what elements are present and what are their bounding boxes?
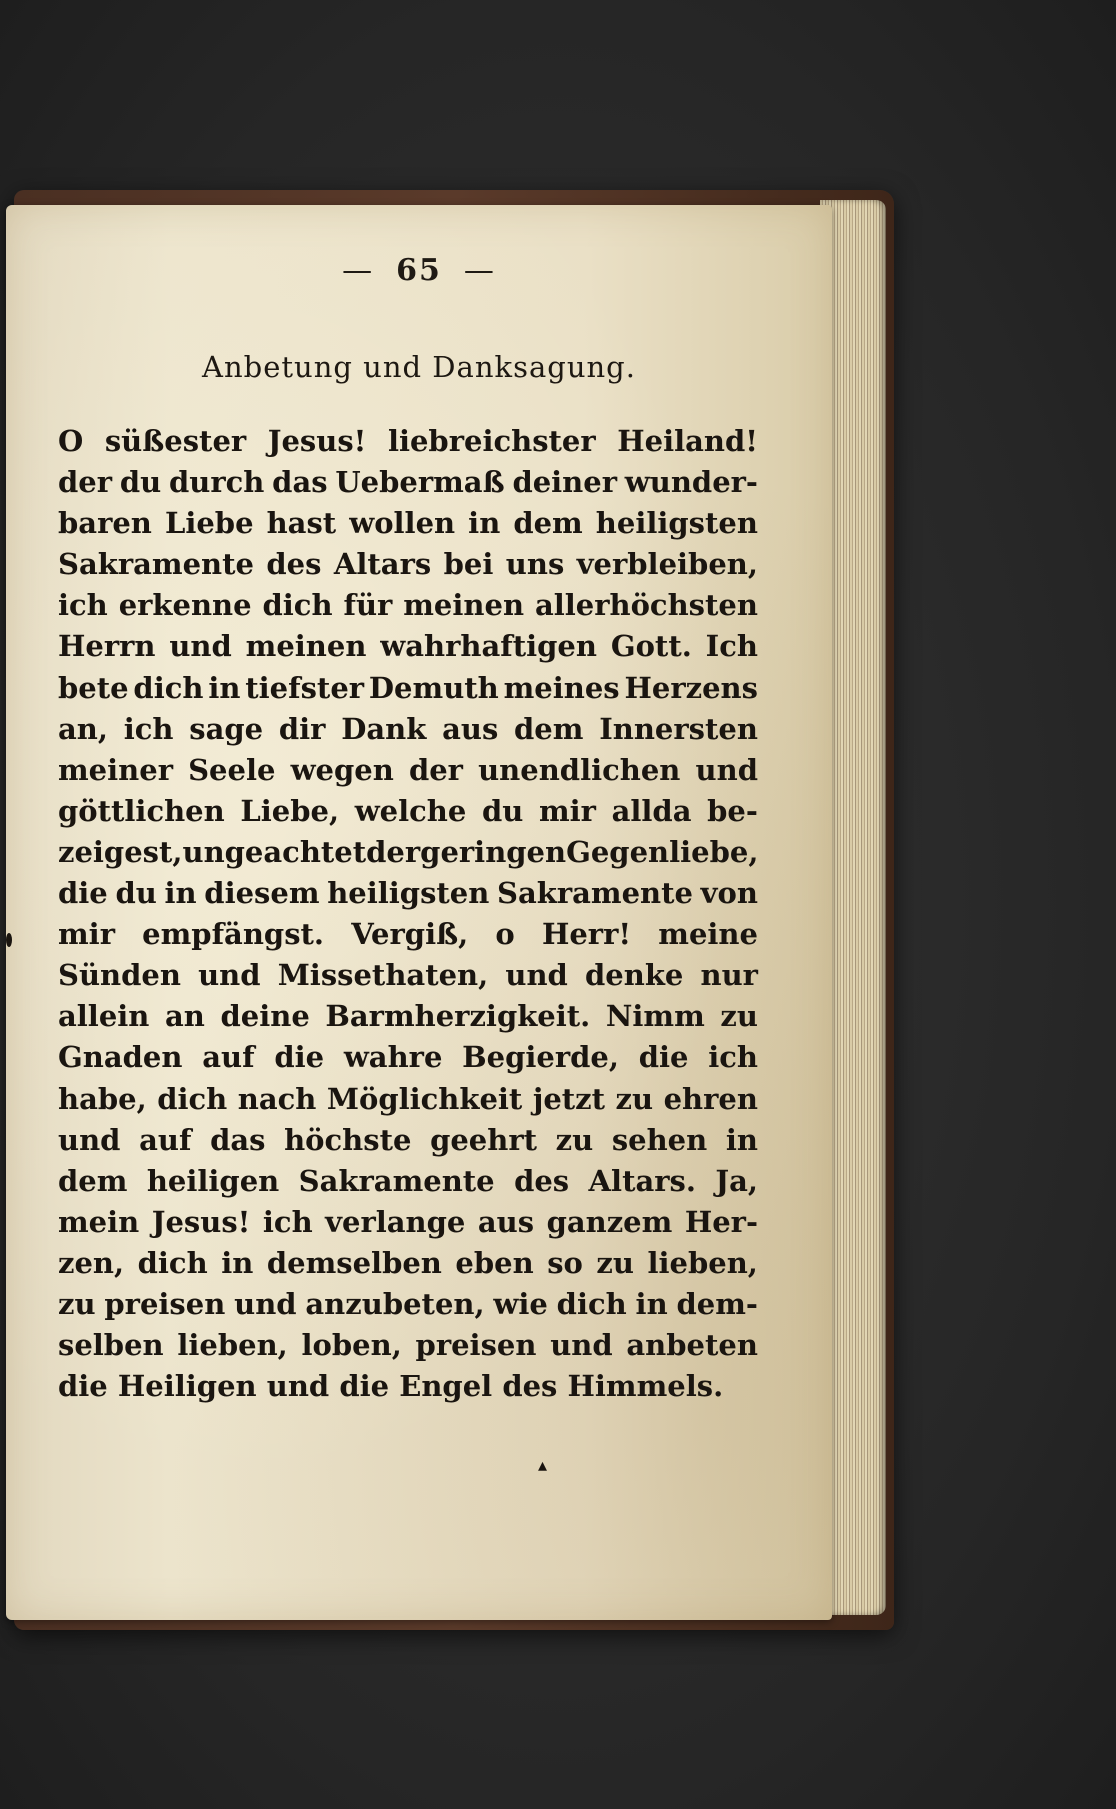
text-line (58, 791, 758, 832)
word: Uebermaß (335, 465, 505, 500)
word: lieben, (647, 1245, 758, 1280)
text-line (58, 668, 758, 709)
word: nach (237, 1081, 317, 1116)
word: ich (58, 588, 108, 623)
word: wollen (349, 506, 456, 541)
word: zu (615, 1081, 654, 1116)
word: ich (262, 1204, 313, 1239)
body-text (58, 421, 758, 1407)
text-line (58, 914, 758, 955)
word: Demuth (368, 670, 499, 705)
word: Möglichkeit (326, 1081, 523, 1116)
word: jetzt (532, 1081, 606, 1116)
word: ganzem (546, 1204, 673, 1239)
word: anzubeten, (305, 1286, 485, 1321)
word: bete (58, 670, 129, 705)
signature-mark: ▴ (538, 1455, 548, 1476)
word: Ich (705, 629, 758, 664)
word: verbleiben, (576, 547, 758, 582)
word: und (169, 629, 232, 664)
word: eben (455, 1245, 534, 1280)
word: und (58, 1122, 121, 1157)
section-heading: Anbetung und Danksagung. (202, 350, 636, 384)
text-line (58, 709, 758, 750)
word: Sakramente (497, 876, 693, 911)
word: ich (123, 711, 174, 746)
word: nur (700, 958, 758, 993)
word: Her- (684, 1204, 758, 1239)
word: Nimm (605, 999, 705, 1034)
word: O (58, 424, 84, 458)
word: aus (442, 711, 499, 746)
word: für (343, 588, 393, 623)
word: sehen (611, 1122, 708, 1157)
word: diesem (204, 876, 320, 911)
word: Gegenliebe, (566, 834, 759, 869)
word: dem (514, 711, 584, 746)
page-number-dash-right: — (463, 253, 496, 288)
word: Sünden (58, 958, 181, 993)
word: meines (503, 670, 620, 705)
word: in (164, 876, 197, 911)
word: Himmels. (567, 1369, 724, 1404)
word: an (165, 999, 205, 1034)
word: denke (585, 958, 684, 993)
word: des (502, 1369, 558, 1404)
word: geehrt (430, 1122, 537, 1157)
word: meiner (58, 752, 173, 787)
word: dich (262, 588, 333, 623)
word: deine (220, 999, 310, 1034)
text-line (58, 1037, 758, 1078)
word: höchste (284, 1122, 412, 1157)
word: uns (505, 547, 565, 582)
word: in (468, 506, 501, 541)
word: wahre (343, 1040, 443, 1075)
word: zu (555, 1122, 594, 1157)
word: in (635, 1286, 668, 1321)
word: Begierde, (462, 1040, 619, 1075)
text-line (58, 421, 758, 462)
text-line (58, 1325, 758, 1366)
word: meinen (403, 588, 525, 623)
word: dem- (676, 1286, 758, 1321)
word: in (221, 1245, 254, 1280)
text-line (58, 1161, 758, 1202)
word: demselben (266, 1245, 442, 1280)
word: erkenne (118, 588, 252, 623)
word: sage (189, 711, 264, 746)
word: Heiland! (617, 424, 758, 458)
word: aus (477, 1204, 535, 1239)
word: Seele (188, 752, 276, 787)
word: ehren (663, 1081, 758, 1116)
word: liebreichster (387, 424, 596, 458)
word: allda (611, 793, 692, 828)
word: süßester (104, 424, 247, 458)
word: heiligen (146, 1163, 280, 1198)
text-line (58, 832, 758, 873)
word: die (274, 1040, 325, 1075)
word: zu (58, 1286, 96, 1321)
word: Gnaden (58, 1040, 183, 1075)
text-line (58, 1284, 758, 1325)
word: das (272, 465, 328, 500)
word: des (514, 1163, 570, 1198)
word: tiefster (245, 670, 365, 705)
word: Heiligen (117, 1369, 257, 1404)
word: wahrhaftigen (380, 629, 597, 664)
word: zu (720, 999, 758, 1034)
book-page (6, 205, 832, 1620)
word: zu (596, 1245, 634, 1280)
word: heiligsten (327, 876, 490, 911)
word: und (550, 1328, 613, 1363)
word: der (58, 465, 113, 500)
word: an, (58, 711, 108, 746)
word: die (58, 1369, 108, 1404)
word: dich (556, 1286, 627, 1321)
word: Herzens (624, 670, 758, 705)
word: allerhöchsten (534, 588, 758, 623)
word: Liebe, (240, 793, 340, 828)
word: unendlichen (478, 752, 681, 787)
word: dich (157, 1081, 228, 1116)
word: geringen (420, 834, 567, 869)
word: wie (493, 1286, 548, 1321)
word: des (266, 547, 322, 582)
word: und (198, 958, 261, 993)
text-line (58, 462, 758, 503)
word: dir (278, 711, 326, 746)
word: loben, (301, 1328, 402, 1363)
word: o (495, 917, 515, 952)
word: Engel (399, 1369, 493, 1404)
word: die (638, 1040, 689, 1075)
text-line (58, 996, 758, 1037)
word: be- (707, 793, 758, 828)
word: und (505, 958, 568, 993)
word: Sakramente (298, 1163, 495, 1198)
word: Barmherzigkeit. (325, 999, 591, 1034)
word: preisen (104, 1286, 226, 1321)
word: das (210, 1122, 266, 1157)
word: lieben, (177, 1328, 288, 1363)
word: habe, (58, 1081, 147, 1116)
word: mir (538, 793, 596, 828)
word: auf (139, 1122, 192, 1157)
word: empfängst. (142, 917, 325, 952)
word: zeigest, (58, 834, 183, 869)
word: selben (58, 1328, 164, 1363)
word: Herrn (58, 629, 156, 664)
word: Gott. (610, 629, 692, 664)
word: durch (168, 465, 265, 500)
word: deiner (512, 465, 617, 500)
word: in (725, 1122, 758, 1157)
text-line (58, 1120, 758, 1161)
word: Missethaten, (277, 958, 489, 993)
word: ich (708, 1040, 758, 1075)
word: der (408, 752, 463, 787)
word: Jesus! (267, 424, 367, 458)
word: welche (354, 793, 467, 828)
text-line (58, 955, 758, 996)
text-line (58, 585, 758, 626)
word: zen, (58, 1245, 125, 1280)
text-line (58, 503, 758, 544)
word: wunder- (624, 465, 758, 500)
word: Ja, (715, 1163, 758, 1198)
text-line (58, 873, 758, 914)
word: die (58, 876, 108, 911)
word: und (234, 1286, 297, 1321)
word: hast (266, 506, 337, 541)
word: Liebe (164, 506, 254, 541)
text-line (58, 750, 758, 791)
word: meine (658, 917, 758, 952)
word: heiligsten (595, 506, 758, 541)
word: so (547, 1245, 583, 1280)
margin-mark (6, 933, 12, 947)
text-line (58, 1202, 758, 1243)
word: allein (58, 999, 150, 1034)
word: ungeachtet (182, 834, 367, 869)
word: anbeten (626, 1328, 758, 1363)
word: göttlichen (58, 793, 225, 828)
word: dich (137, 1245, 208, 1280)
word: und (695, 752, 758, 787)
word: du (115, 876, 157, 911)
word: Altars (333, 547, 432, 582)
word: Jesus! (151, 1204, 251, 1239)
text-line (58, 1079, 758, 1120)
word: du (481, 793, 524, 828)
text-line (58, 1243, 758, 1284)
word: Altars. (588, 1163, 696, 1198)
text-line (58, 1366, 758, 1407)
word: von (700, 876, 758, 911)
word: der (366, 834, 421, 869)
word: mein (58, 1204, 140, 1239)
word: dich (133, 670, 204, 705)
word: preisen (415, 1328, 537, 1363)
word: mir (58, 917, 115, 952)
word: Herr! (541, 917, 632, 952)
page-number-value: 65 (396, 253, 442, 288)
text-line (58, 626, 758, 667)
word: die (339, 1369, 390, 1404)
word: verlange (325, 1204, 466, 1239)
word: und (266, 1369, 330, 1404)
word: in (208, 670, 241, 705)
word: meinen (245, 629, 367, 664)
word: dem (58, 1163, 128, 1198)
page-number (6, 253, 832, 288)
word: Innersten (599, 711, 758, 746)
page-number-dash-left: — (342, 253, 375, 288)
word: baren (58, 506, 152, 541)
word: Dank (341, 711, 427, 746)
word: dem (513, 506, 583, 541)
word: wegen (290, 752, 394, 787)
word: Sakramente (58, 547, 254, 582)
word: auf (202, 1040, 255, 1075)
word: Vergiß, (351, 917, 469, 952)
text-line (58, 544, 758, 585)
word: du (119, 465, 162, 500)
word: bei (443, 547, 494, 582)
